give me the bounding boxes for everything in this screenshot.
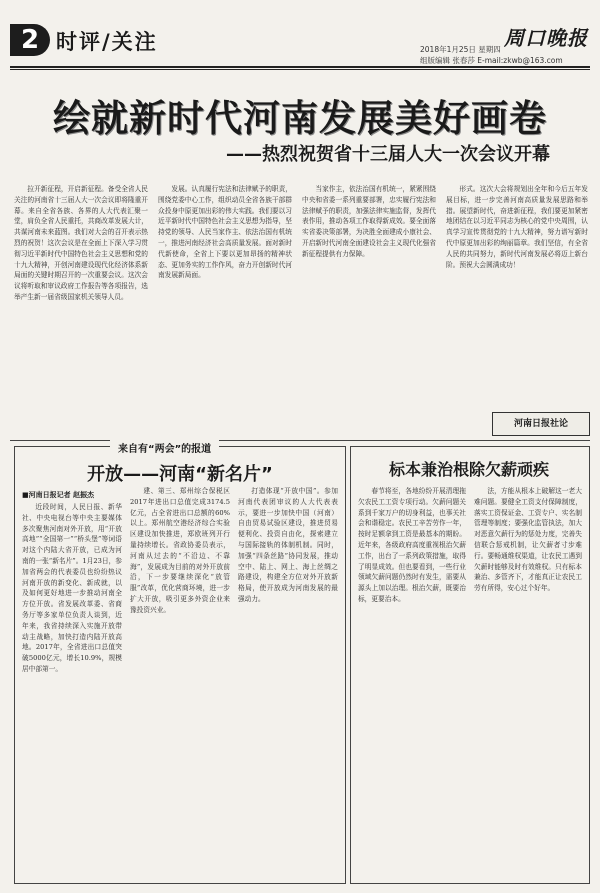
section-title: 时评/关注 xyxy=(56,30,158,54)
editor-credit: 组版编辑 张春莎 E-mail:zkwb@163.com xyxy=(420,56,563,65)
left-article-column-2: 建、第三、郑州综合保税区2017年进出口总值完成3174.5亿元，占全省进出口总额的60%以上。郑州航空港经济综合实验区建设加快推进，郑欧班列开行量持续增长。省政协委员表示，河南从过去的“不沿边、不靠海”，发展成为目前的对外开放前沿，下一步要继续深化“放管服”改革，优化营商环境，进一步扩大开放，吸引更多外资企业来豫投资兴业。 xyxy=(130,487,230,614)
left-article-column-1: 近段时间，人民日报、新华社、中央电视台等中央主要媒体多次聚焦河南对外开放，用“开放高地”“全国第一”“桥头堡”等词语对这个内陆大省开放，已成为河南的一张“新名片”。1月23日，参加省两会的代表委员也纷纷热议河南开放的新变化、新成就，以及如何更好地进一步推动河南全方位开放。省发展改革委、省商务厅等多家单位负责人谈到，近年来，我省持续深入实施开放带动主战略，加快打造内陆开放高地。2017年，全省进出口总值突破5000亿元，增长10.9%，规模居中部第一。 xyxy=(22,503,122,673)
left-article-byline: ■河南日报记者 赵振杰 xyxy=(22,491,95,499)
left-article-title: 开放——河南“新名片” xyxy=(87,464,273,485)
right-article-title: 标本兼治根除欠薪顽疾 xyxy=(388,460,549,479)
newspaper-logo: 周口晚报 xyxy=(504,26,588,50)
right-article-column-2: 法，方能从根本上破解这一老大难问题。要健全工资支付保障制度，落实工资保证金、工资专户、实名制管理等制度；要强化监管执法，加大对恶意欠薪行为的惩处力度，完善失信联合惩戒机制，让欠薪者寸步难行。要畅通维权渠道，让农民工遇到欠薪时能够及时有效维权。只有标本兼治、多管齐下，才能真正让农民工劳有所得，安心过个好年。 xyxy=(474,487,582,593)
editorial-signature: 河南日报社论 xyxy=(492,412,590,436)
left-article-kicker: 来自有“两会”的报道 xyxy=(110,440,219,455)
page-number: 2 xyxy=(10,24,50,56)
masthead-rule xyxy=(10,66,590,68)
left-article-column-3: 打造体现“开放中国”。参加河南代表团审议的人大代表表示，要进一步加快中国（河南）自由贸易试验区建设，推进贸易便利化、投资自由化，探索建立与国际接轨的体制机制。同时，加强“四条丝路”协同发展，推动空中、陆上、网上、海上丝绸之路建设，构建全方位对外开放新格局，使开放成为河南发展的最强动力。 xyxy=(238,487,338,603)
editorial-column-3: 当家作主，依法治国有机统一，紧紧围绕中央和省委一系列重要部署，忠实履行宪法和法律赋予的职责，加强法律实施监督，发挥代表作用，推动各项工作取得新成效。要全面落实省委决策部署，为决胜全面建成小康社会、开启新时代河南全面建设社会主义现代化强省新征程提供有力保障。 xyxy=(302,185,436,258)
page-subheadline: ——热烈祝贺省十三届人大一次会议开幕 xyxy=(226,144,550,165)
masthead-rule-thin xyxy=(10,69,590,70)
editorial-column-4: 形式。这次大会将规划出全年和今后五年发展目标，进一步完善河南高质量发展思路和举措。展望新时代，奋进新征程，我们要更加紧密地团结在以习近平同志为核心的党中央周围，认真学习宣传贯彻党的十九大精神，努力谱写新时代中原更加出彩的绚丽篇章。我们坚信，有全省人民的共同努力，新时代河南发展必将迈上新台阶。预祝大会圆满成功！ xyxy=(446,185,588,269)
dateline: 2018年1月25日 星期四 xyxy=(420,45,501,54)
page-headline: 绘就新时代河南发展美好画卷 xyxy=(53,97,547,140)
editorial-column-2: 发展。认真履行宪法和法律赋予的职责，围绕党委中心工作，组织动员全省各族干部群众投身中原更加出彩的伟大实践。我们要以习近平新时代中国特色社会主义思想为指导，坚持党的领导、人民当家作主、依法治国有机统一，推进河南经济社会高质量发展。面对新时代新使命，全省上下要以更加昂扬的精神状态、更加务实的工作作风，奋力开创新时代河南发展新局面。 xyxy=(158,185,292,280)
right-article-column-1: 春节将至，各地纷纷开展清理拖欠农民工工资专项行动。欠薪问题关系到千家万户的切身利益，也事关社会和谐稳定。农民工辛苦劳作一年，按时足额拿到工资是最基本的期盼。近年来，各级政府高度重视根治欠薪工作，出台了一系列政策措施，取得了明显成效。但也要看到，一些行业领域欠薪问题仍然时有发生，需要从源头上加以治理。根治欠薪，既要治标，更要治本。 xyxy=(358,487,466,603)
section-divider xyxy=(10,440,590,441)
editorial-column-1: 拉开新征程，开启新征程。备受全省人民关注的河南省十三届人大一次会议即将隆重开幕。来自全省各族、各界的人大代表汇聚一堂，肩负全省人民重托，共商改革发展大计，共谋河南未来蓝图。我们对大会的召开表示热烈的祝贺！这次会议是在全面上下深入学习贯彻习近平新时代中国特色社会主义思想和党的十九大精神，开创河南建设现代化经济体系新局面的关键时期召开的一次重要会议。这次会议将听取和审议政府工作报告等各项报告，选举产生新一届省级国家机关领导人员。 xyxy=(14,185,148,301)
